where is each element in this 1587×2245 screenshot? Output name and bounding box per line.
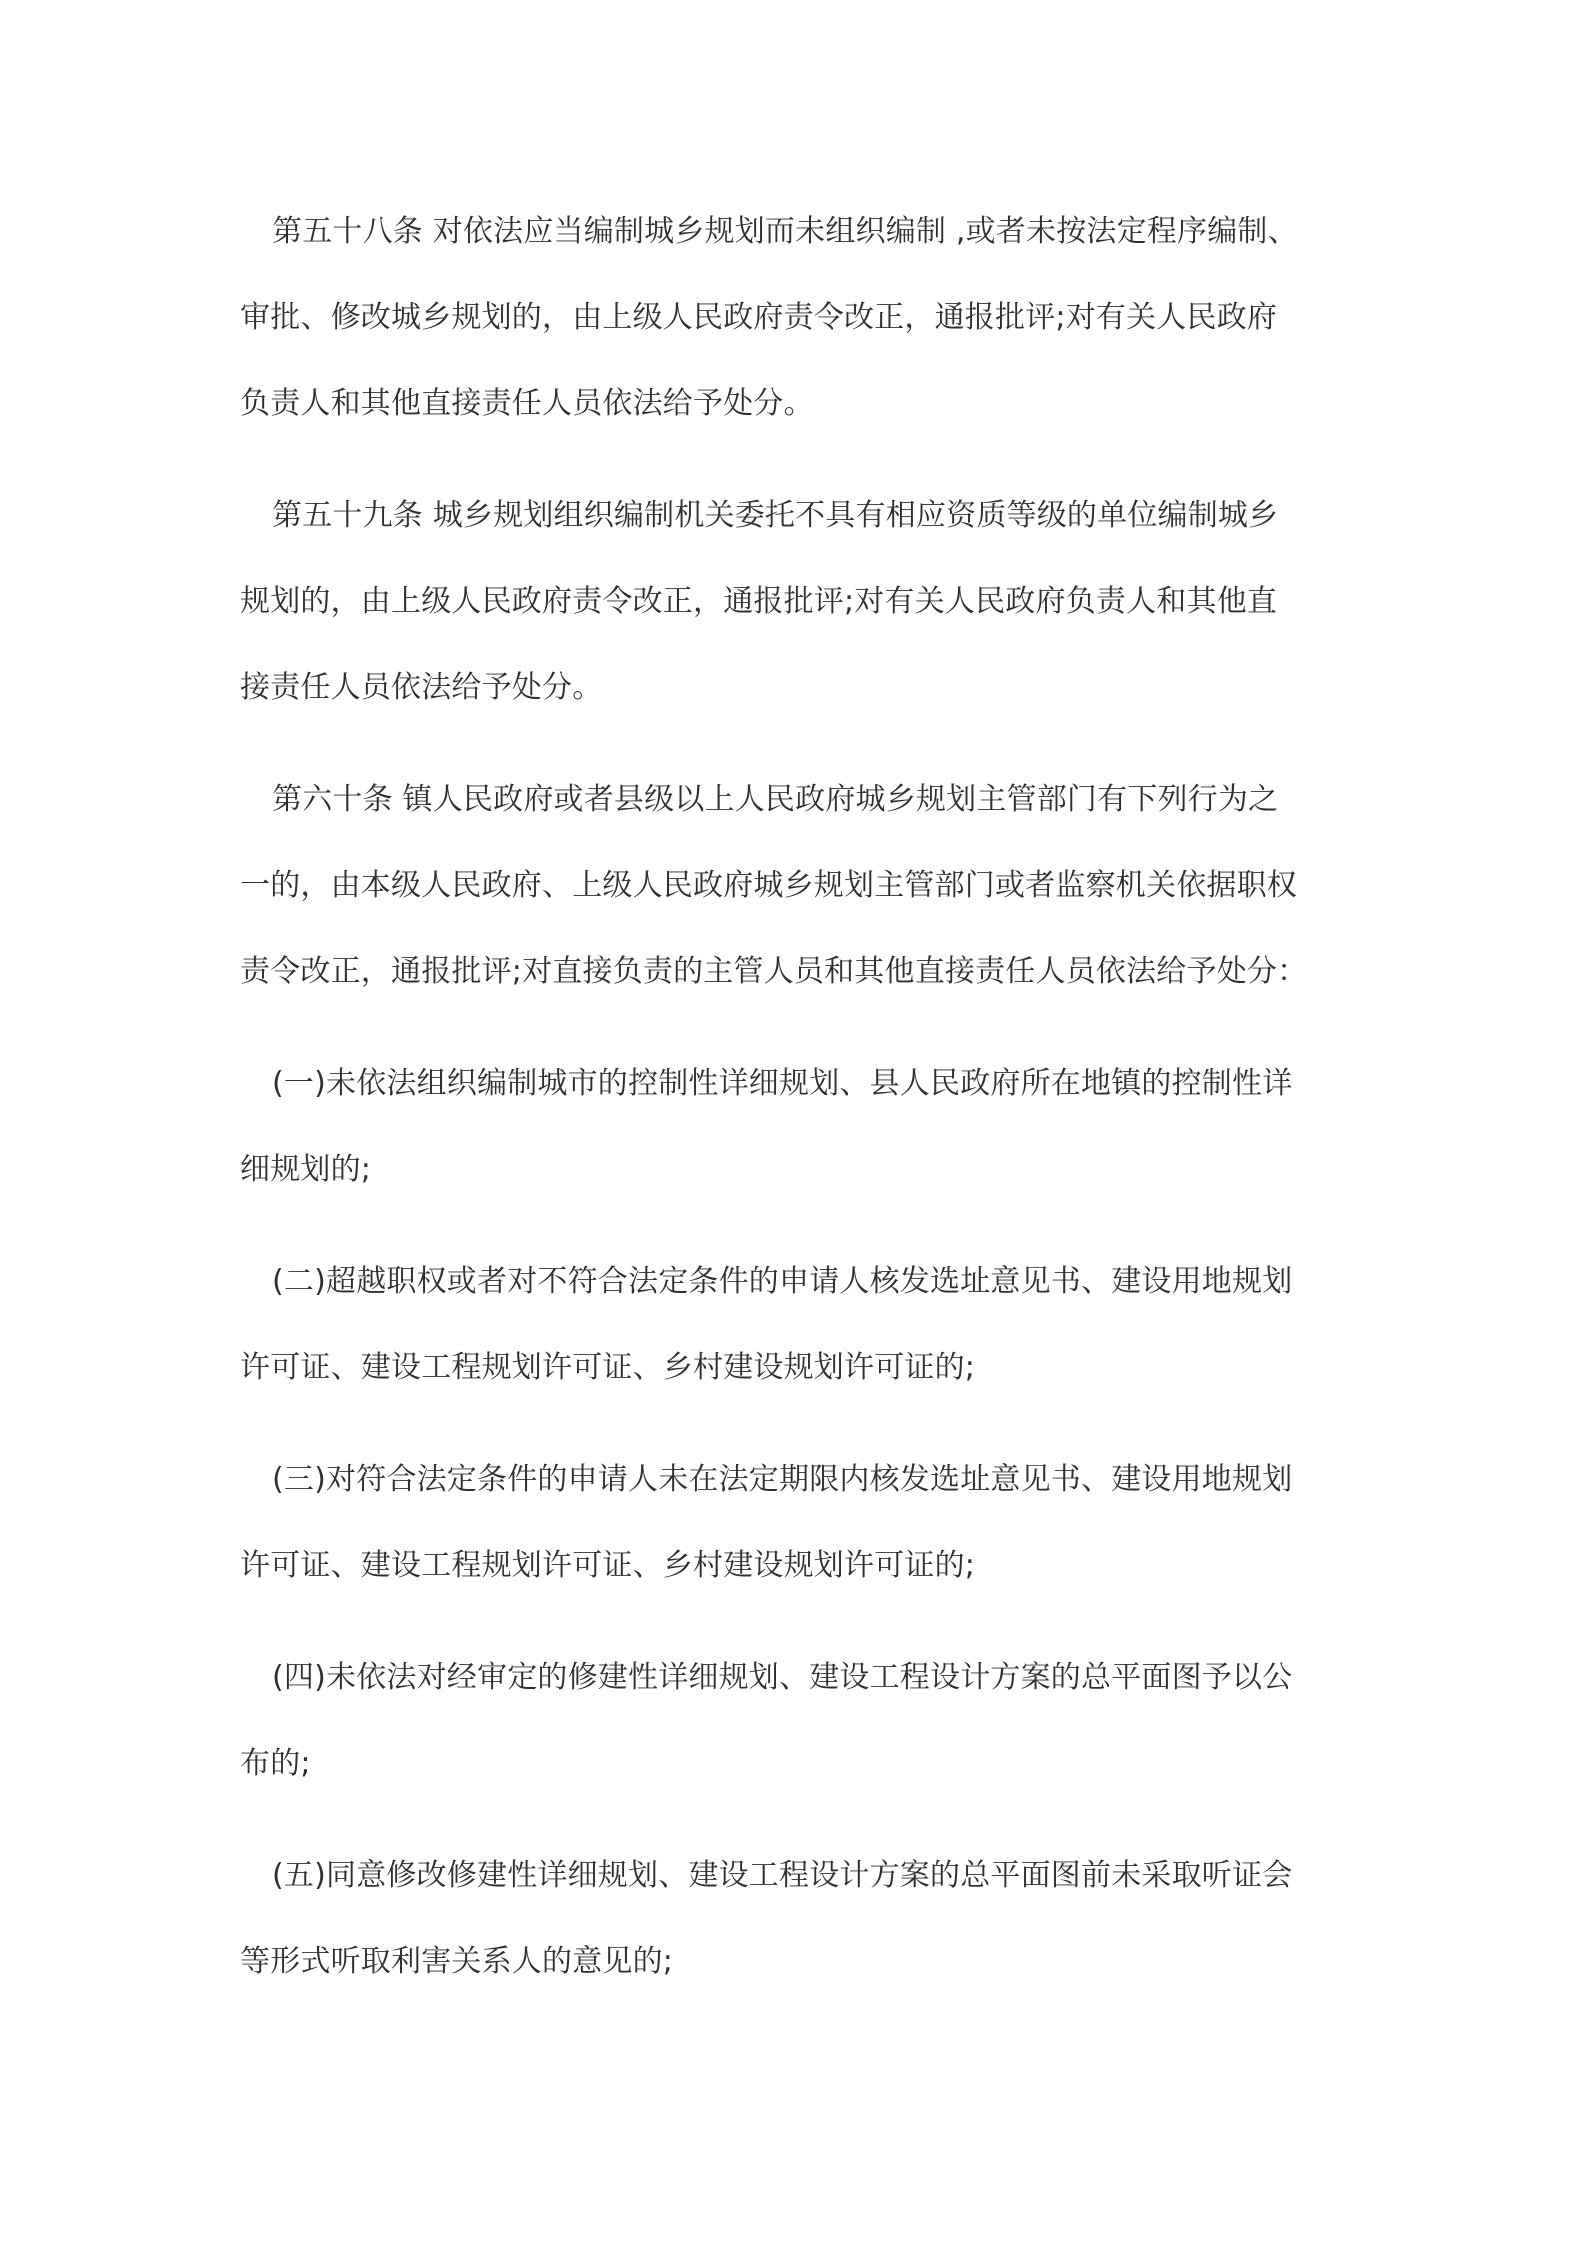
item-5-line-2: 等形式听取利害关系人的意见的; <box>240 1944 674 1979</box>
item-1-line-1: (一)未依法组织编制城市的控制性详细规划、县人民政府所在地镇的控制性详 <box>272 1066 1293 1101</box>
article-59-line-3: 接责任人员依法给予处分。 <box>240 670 603 705</box>
item-2-line-1: (二)超越职权或者对不符合法定条件的申请人核发选址意见书、建设用地规划 <box>272 1264 1293 1299</box>
article-58-line-2: 审批、修改城乡规划的，由上级人民政府责令改正，通报批评;对有关人民政府 <box>240 300 1278 335</box>
article-60-line-2: 一的，由本级人民政府、上级人民政府城乡规划主管部门或者监察机关依据职权 <box>240 868 1297 903</box>
item-5-line-1: (五)同意修改修建性详细规划、建设工程设计方案的总平面图前未采取听证会 <box>272 1858 1293 1893</box>
article-59-line-1: 第五十九条 城乡规划组织编制机关委托不具有相应资质等级的单位编制城乡 <box>272 498 1279 533</box>
article-60-line-1: 第六十条 镇人民政府或者县级以上人民政府城乡规划主管部门有下列行为之 <box>272 782 1279 817</box>
article-58-line-1: 第五十八条 对依法应当编制城乡规划而未组织编制 ,或者未按法定程序编制、 <box>272 214 1298 249</box>
item-4-line-1: (四)未依法对经审定的修建性详细规划、建设工程设计方案的总平面图予以公 <box>272 1660 1293 1695</box>
item-4-line-2: 布的; <box>240 1746 311 1781</box>
article-58-line-3: 负责人和其他直接责任人员依法给予处分。 <box>240 386 814 421</box>
item-3-line-1: (三)对符合法定条件的申请人未在法定期限内核发选址意见书、建设用地规划 <box>272 1462 1293 1497</box>
item-1-line-2: 细规划的; <box>240 1152 372 1187</box>
item-2-line-2: 许可证、建设工程规划许可证、乡村建设规划许可证的; <box>240 1350 976 1385</box>
article-60-line-3: 责令改正，通报批评;对直接负责的主管人员和其他直接责任人员依法给予处分： <box>240 954 1308 989</box>
article-59-line-2: 规划的，由上级人民政府责令改正，通报批评;对有关人民政府负责人和其他直 <box>240 584 1278 619</box>
item-3-line-2: 许可证、建设工程规划许可证、乡村建设规划许可证的; <box>240 1548 976 1583</box>
